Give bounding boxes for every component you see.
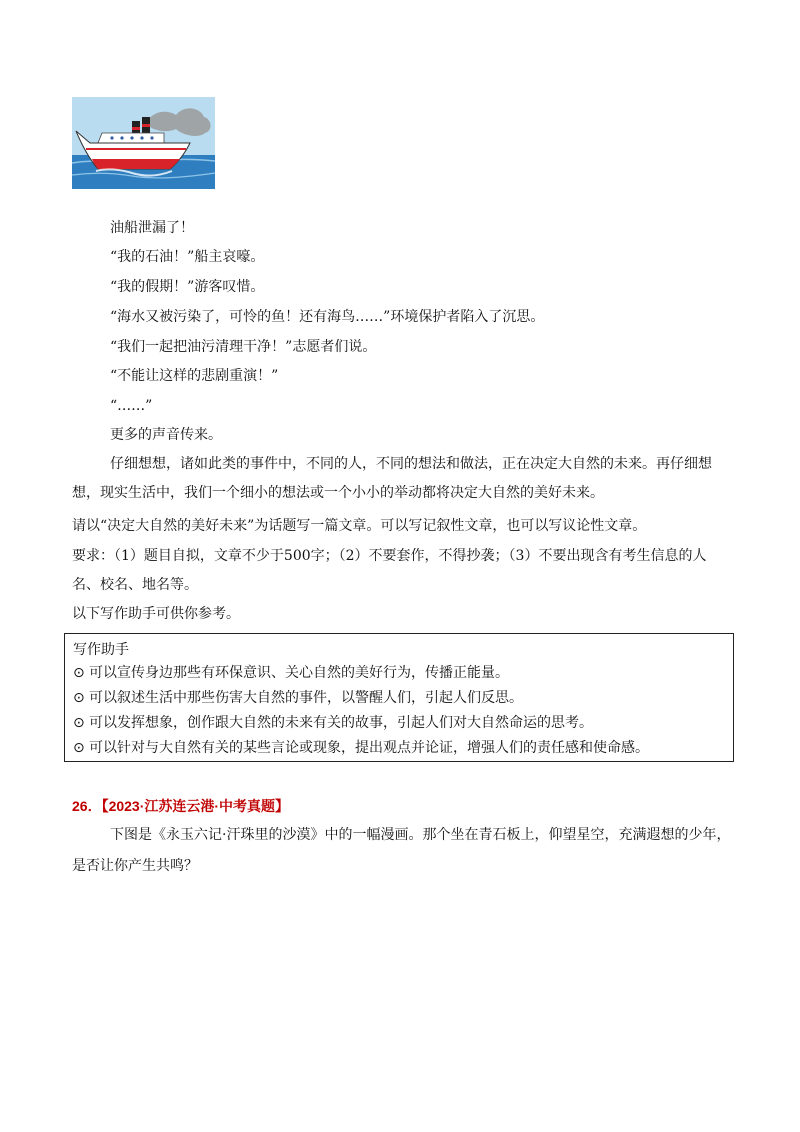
helper-item: ⊙ 可以宣传身边那些有环保意识、关心自然的美好行为，传播正能量。 bbox=[73, 660, 725, 685]
helper-item: ⊙ 可以针对与大自然有关的某些言论或现象，提出观点并论证，增强人们的责任感和使命感。 bbox=[73, 735, 725, 760]
story-line: “我的假期！”游客叹惜。 bbox=[110, 279, 265, 295]
circled-dot-icon: ⊙ bbox=[73, 689, 85, 705]
helper-intro: 以下写作助手可供你参考。 bbox=[72, 606, 240, 622]
question-text: 下图是《永玉六记·汗珠里的沙漠》中的一幅漫画。那个坐在青石板上，仰望星空，充满遐想的少年，是否让你产生共鸣？ bbox=[72, 827, 731, 874]
story-line: “我的石油！”船主哀嚎。 bbox=[110, 249, 265, 265]
story-line: 更多的声音传来。 bbox=[110, 427, 222, 443]
writing-helper-box bbox=[64, 633, 734, 762]
helper-item: ⊙ 可以发挥想象，创作跟大自然的未来有关的故事，引起人们对大自然命运的思考。 bbox=[73, 710, 725, 735]
story-line: “不能让这样的悲剧重演！” bbox=[110, 368, 279, 384]
question-number: 26． bbox=[72, 798, 102, 814]
question-26-heading bbox=[72, 796, 289, 816]
oil-tanker-illustration bbox=[72, 97, 215, 189]
prompt-requirements: 名、校名、地名等。 bbox=[72, 577, 198, 593]
prompt-topic: 请以“决定大自然的美好未来”为话题写一篇文章。可以写记叙性文章，也可以写议论性文章。 bbox=[72, 518, 647, 534]
circled-dot-icon: ⊙ bbox=[73, 664, 85, 680]
circled-dot-icon: ⊙ bbox=[73, 714, 85, 730]
prompt-requirements: 要求：（1）题目自拟，文章不少于500字；（2）不要套作，不得抄袭；（3）不要出现含有考生信息的人 bbox=[72, 548, 707, 564]
story-line: “……” bbox=[110, 398, 153, 414]
helper-title: 写作助手 bbox=[73, 641, 129, 657]
reflection-paragraph bbox=[72, 450, 732, 508]
question-26-text bbox=[72, 820, 732, 882]
story-line: “海水又被污染了，可怜的鱼！还有海鸟……”环境保护者陷入了沉思。 bbox=[110, 309, 545, 325]
question-source: 【2023·江苏连云港·中考真题】 bbox=[101, 798, 290, 814]
reflection-text: 仔细想想，诸如此类的事件中，不同的人，不同的想法和做法，正在决定大自然的未来。再仔细想想，现实生活中，我们一个细小的想法或一个小小的举动都将决定大自然的美好未来。 bbox=[72, 456, 712, 501]
helper-item: ⊙ 可以叙述生活中那些伤害大自然的事件，以警醒人们，引起人们反思。 bbox=[73, 685, 725, 710]
story-line: “我们一起把油污清理干净！”志愿者们说。 bbox=[110, 339, 377, 355]
story-line: 油船泄漏了！ bbox=[110, 220, 194, 236]
circled-dot-icon: ⊙ bbox=[73, 739, 85, 755]
